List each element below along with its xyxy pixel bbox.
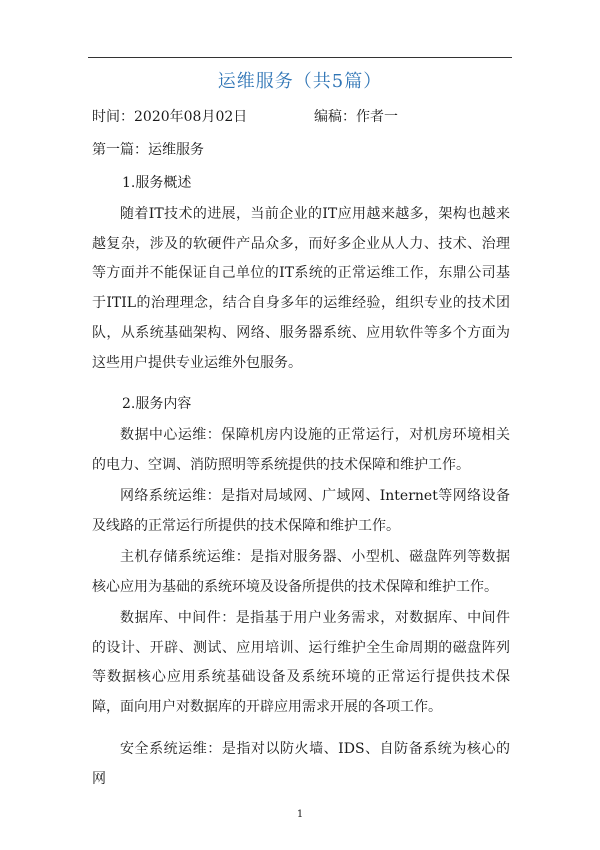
- page-number: 1: [296, 809, 304, 820]
- section-heading-content: 2.服务内容: [122, 396, 192, 412]
- paragraph-host-storage: 主机存储系统运维：是指对服务器、小型机、磁盘阵列等数据核心应用为基础的系统环境及设备所提供的技术保障和维护工作。: [92, 549, 510, 595]
- document-title: 运维服务（共5篇）: [217, 71, 383, 92]
- paragraph-network: 网络系统运维：是指对局域网、广域网、Internet等网络设备及线路的正常运行所提供的技术保障和维护工作。: [92, 488, 510, 534]
- header-rule: [88, 57, 512, 58]
- paragraph-datacenter: 数据中心运维：保障机房内设施的正常运行，对机房环境相关的电力、空调、消防照明等系统提供的技术保障和维护工作。: [92, 427, 510, 473]
- paragraph-overview: 随着IT技术的进展，当前企业的IT应用越来越多，架构也越来越复杂，涉及的软硬件产品众多，而好多企业从人力、技术、治理等方面并不能保证自己单位的IT系统的正常运维工作，东鼎公司基于ITIL的治理理念，结合自身多年的运维经验，组织专业的技术团队，从系统基础架构、网络、服务器系统、应用软件等多个方面为这些用户提供专业运维外包服务。: [92, 206, 510, 371]
- part-heading: 第一篇：运维服务: [92, 142, 204, 158]
- meta-date: 时间：2020年08月02日: [92, 109, 248, 125]
- paragraph-database-middleware: 数据库、中间件：是指基于用户业务需求，对数据库、中间件的设计、开辟、测试、应用培训、运行维护全生命周期的磁盘阵列等数据核心应用系统基础设备及系统环境的正常运行提供技术保障，面向用户对数据库的开辟应用需求开展的各项工作。: [92, 610, 510, 716]
- meta-editor: 编稿：作者一: [314, 109, 398, 125]
- section-heading-overview: 1.服务概述: [122, 175, 192, 191]
- paragraph-security: 安全系统运维：是指对以防火墙、IDS、自防备系统为核心的网: [92, 741, 510, 787]
